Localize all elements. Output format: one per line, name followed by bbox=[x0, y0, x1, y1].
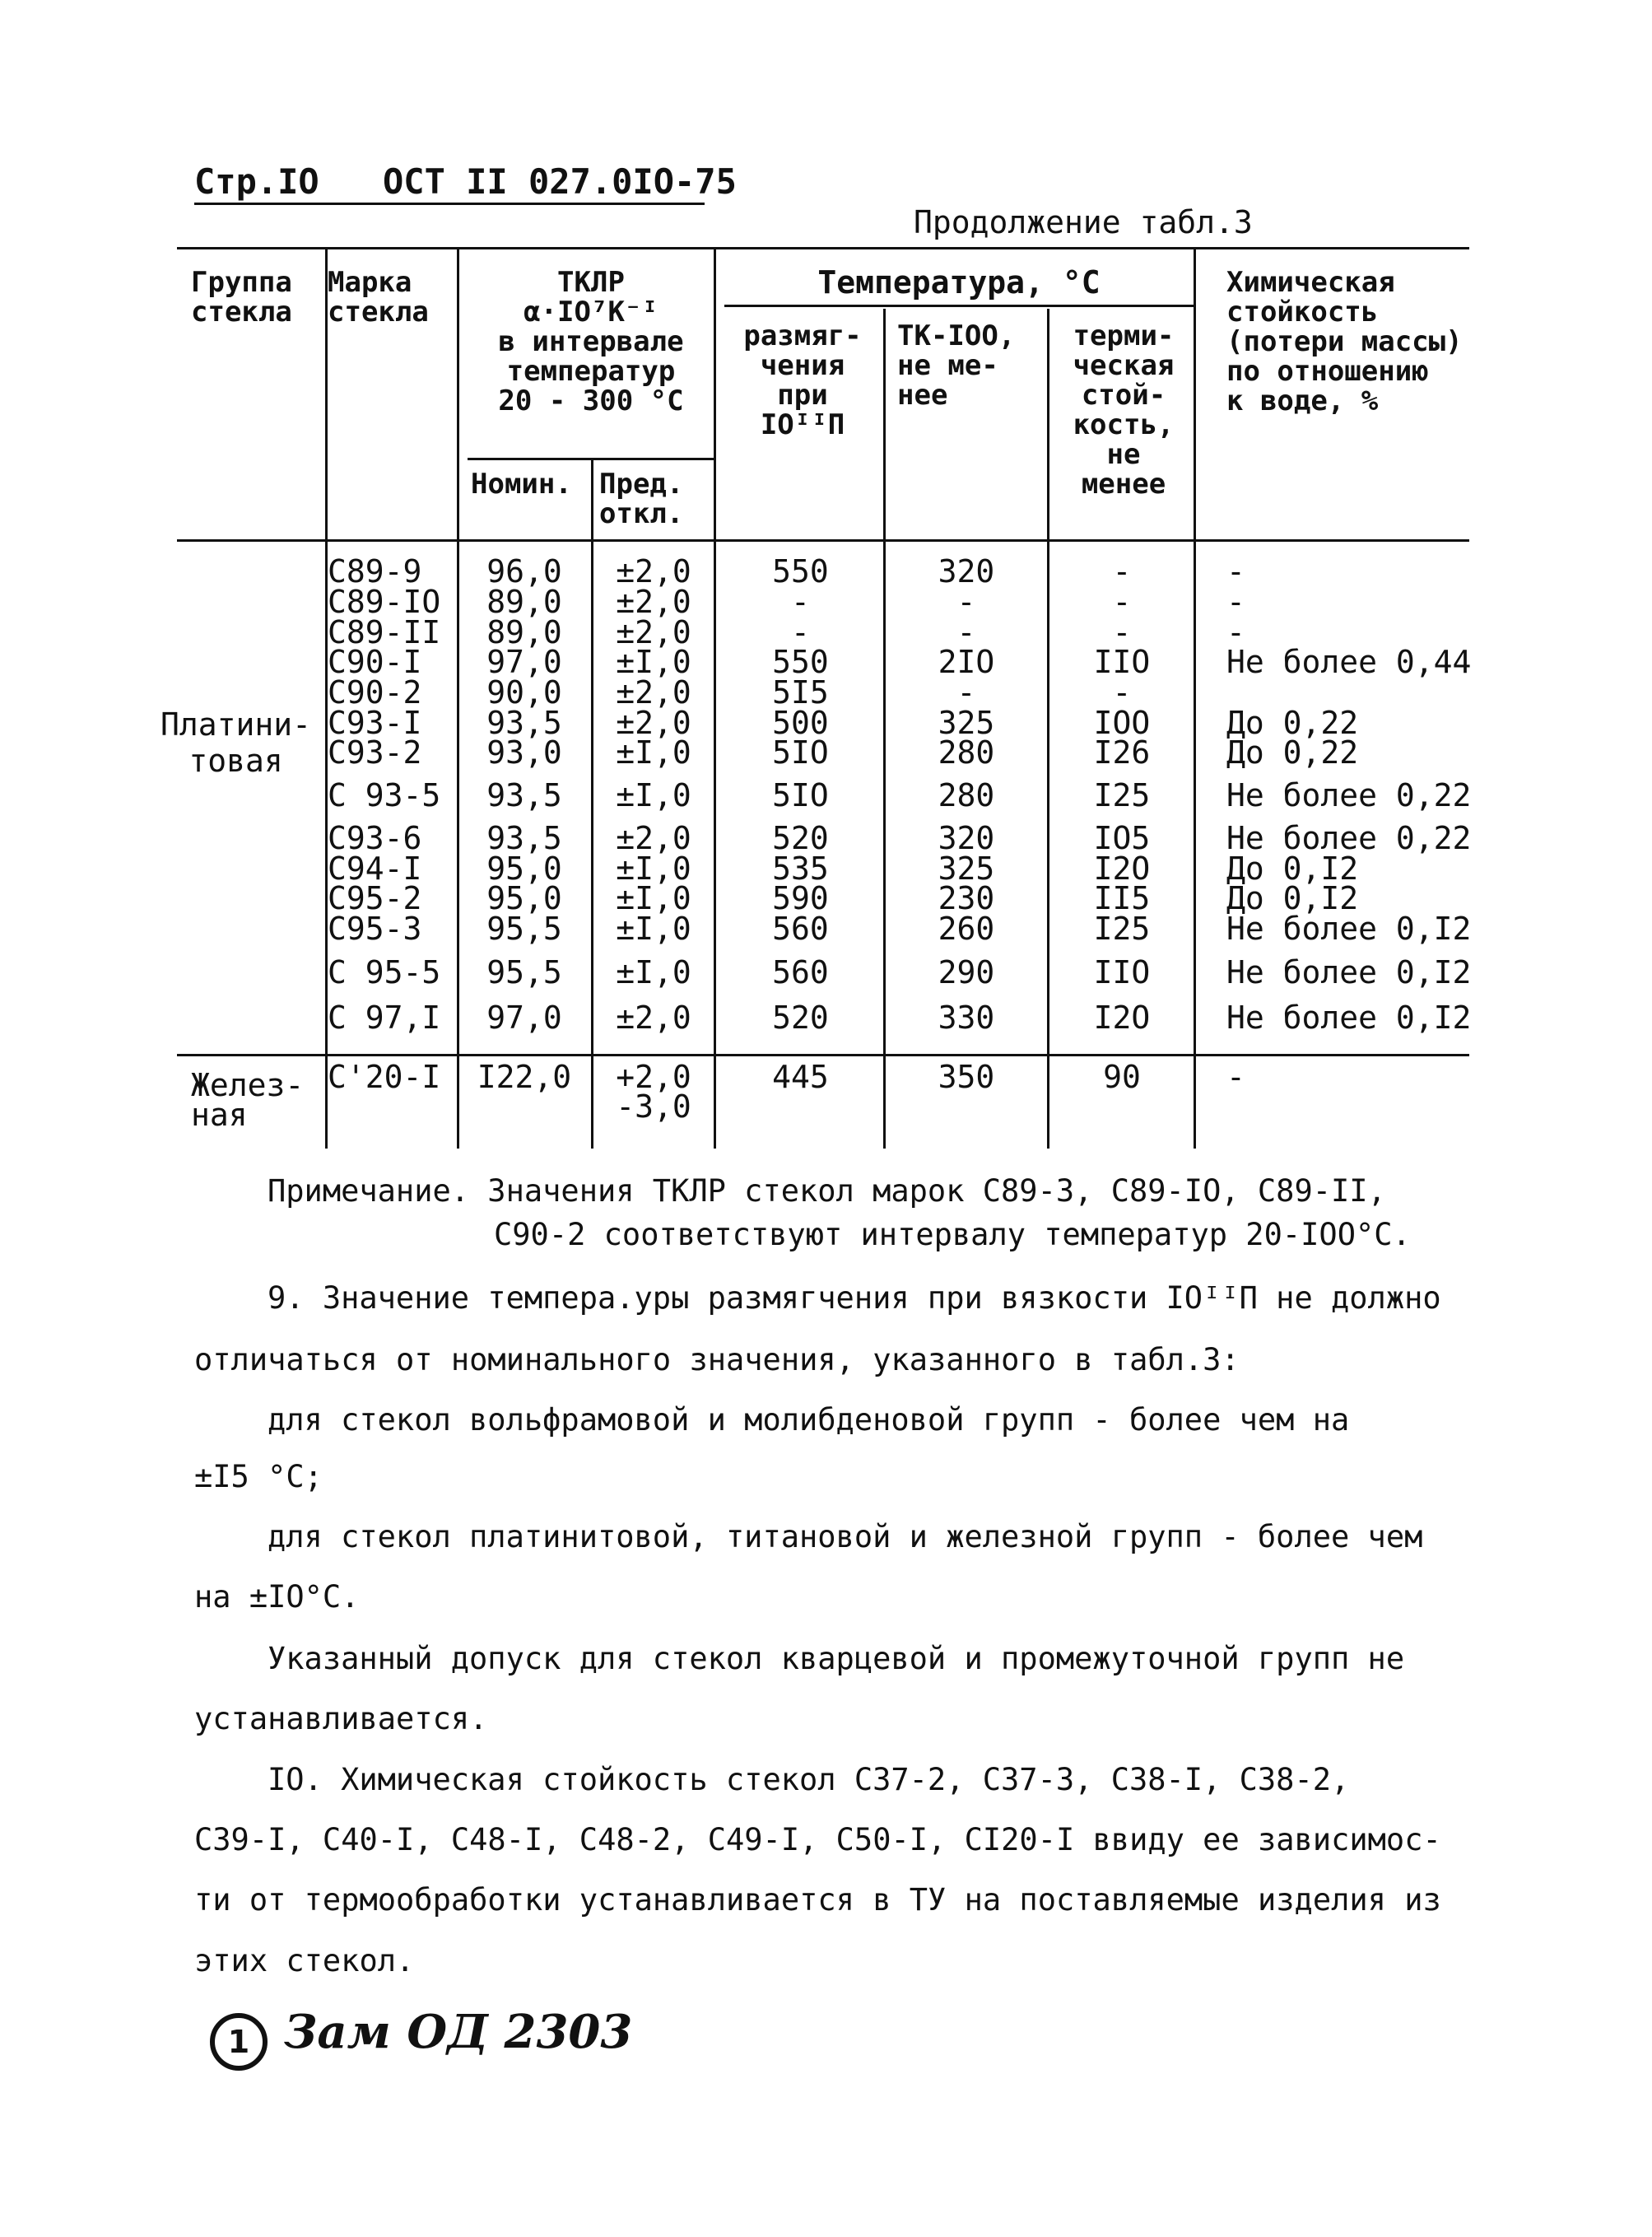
cell-chemical: До 0,22 bbox=[1226, 734, 1359, 771]
cell-chemical: Не более 0,I2 bbox=[1226, 1000, 1472, 1036]
cell-brand: С 95-5 bbox=[328, 954, 441, 990]
cell-thermal: - bbox=[1112, 553, 1132, 590]
cell-nominal: 89,0 bbox=[486, 584, 562, 620]
cell-tk100: 320 bbox=[938, 820, 995, 856]
cell-brand: С89-IO bbox=[328, 584, 441, 620]
cell-chemical: - bbox=[1226, 553, 1245, 590]
paragraph-9-line1: 9. Значение темпера.уры размягчения при вязкости IOᴵᴵП не должно bbox=[268, 1280, 1441, 1316]
cell-brand: С95-2 bbox=[328, 880, 422, 916]
cell-nominal: 95,5 bbox=[486, 954, 562, 990]
cell-softening: 535 bbox=[772, 851, 829, 887]
cell-softening: - bbox=[791, 584, 810, 620]
cell-tk100: - bbox=[956, 614, 976, 650]
cell-softening: 520 bbox=[772, 1000, 829, 1036]
cell-nominal: 93,5 bbox=[486, 705, 562, 741]
cell-chemical: Не более 0,22 bbox=[1226, 820, 1472, 856]
cell-chemical: Не более 0,I2 bbox=[1226, 911, 1472, 947]
cell-brand: С 93-5 bbox=[328, 777, 441, 813]
table-top-rule bbox=[177, 247, 1469, 249]
cell-softening: 500 bbox=[772, 705, 829, 741]
cell-nominal: 93,5 bbox=[486, 777, 562, 813]
cell-thermal: - bbox=[1112, 614, 1132, 650]
cell-brand: С94-I bbox=[328, 851, 422, 887]
cell-brand: С89-II bbox=[328, 614, 441, 650]
paragraph-9-line2: отличаться от номинального значения, указанного в табл.3: bbox=[194, 1342, 1240, 1377]
cell-deviation: +2,0 -3,0 bbox=[616, 1059, 691, 1125]
cell-thermal: - bbox=[1112, 674, 1132, 711]
cell-tk100: 330 bbox=[938, 1000, 995, 1036]
table-header-bottom-rule bbox=[177, 539, 1469, 542]
header-temperature: Температура, °С bbox=[817, 264, 1101, 301]
header-softening: размяг- чения при IOᴵᴵП bbox=[743, 319, 862, 441]
header-tk100: ТК-IOO, не ме- нее bbox=[897, 319, 1016, 412]
cell-chemical: - bbox=[1226, 584, 1245, 620]
cell-softening: 5IO bbox=[772, 777, 829, 813]
cell-deviation: ±2,0 bbox=[616, 705, 691, 741]
cell-softening: 560 bbox=[772, 911, 829, 947]
cell-thermal: 90 bbox=[1103, 1059, 1141, 1095]
group-separator-rule bbox=[177, 1054, 1469, 1056]
cell-softening: - bbox=[791, 614, 810, 650]
cell-tk100: 325 bbox=[938, 851, 995, 887]
cell-deviation: ±2,0 bbox=[616, 584, 691, 620]
cell-deviation: ±I,0 bbox=[616, 734, 691, 771]
cell-deviation: ±2,0 bbox=[616, 674, 691, 711]
cell-nominal: 96,0 bbox=[486, 553, 562, 590]
cell-deviation: ±I,0 bbox=[616, 954, 691, 990]
cell-softening: 560 bbox=[772, 954, 829, 990]
cell-thermal: IIO bbox=[1093, 644, 1151, 680]
cell-thermal: I26 bbox=[1093, 734, 1151, 771]
cell-softening: 5I5 bbox=[772, 674, 829, 711]
table-note-line1: Примечание. Значения ТКЛР стекол марок С89-3, С89-IO, С89-II, bbox=[268, 1173, 1386, 1209]
cell-softening: 590 bbox=[772, 880, 829, 916]
cell-brand: С95-3 bbox=[328, 911, 422, 947]
cell-deviation: ±2,0 bbox=[616, 553, 691, 590]
group-platinite: Платини- товая bbox=[161, 706, 312, 779]
cell-nominal: 89,0 bbox=[486, 614, 562, 650]
cell-thermal: I25 bbox=[1093, 911, 1151, 947]
cell-chemical: До 0,I2 bbox=[1226, 880, 1359, 916]
cell-nominal: 97,0 bbox=[486, 644, 562, 680]
header-chemical: Химическая стойкость (потери массы) по отношению к воде, % bbox=[1226, 266, 1463, 417]
paragraph-10-line3: ти от термообработки устанавливается в ТУ на поставляемые изделия из bbox=[194, 1882, 1441, 1918]
paragraph-10-line2: С39-I, С40-I, С48-I, С48-2, С49-I, С50-I, СI20-I ввиду ее зависимос- bbox=[194, 1822, 1441, 1857]
cell-nominal: 95,5 bbox=[486, 911, 562, 947]
header-underline bbox=[194, 203, 705, 205]
cell-softening: 550 bbox=[772, 553, 829, 590]
paragraph-tolerance-line1: Указанный допуск для стекол кварцевой и промежуточной групп не bbox=[268, 1641, 1405, 1676]
cell-deviation: ±I,0 bbox=[616, 644, 691, 680]
cell-tk100: 325 bbox=[938, 705, 995, 741]
paragraph-9-line5: для стекол платинитовой, титановой и железной групп - более чем bbox=[268, 1519, 1423, 1554]
col-rule-5 bbox=[883, 309, 886, 1149]
cell-tk100: - bbox=[956, 674, 976, 711]
cell-thermal: I2O bbox=[1093, 851, 1151, 887]
cell-nominal: 93,0 bbox=[486, 734, 562, 771]
cell-tk100: 320 bbox=[938, 553, 995, 590]
cell-nominal: 95,0 bbox=[486, 880, 562, 916]
paragraph-9-line3: для стекол вольфрамовой и молибденовой групп - более чем на bbox=[268, 1402, 1350, 1438]
paragraph-9-line6: на ±IO°С. bbox=[194, 1579, 360, 1615]
cell-tk100: 280 bbox=[938, 777, 995, 813]
cell-brand: С'20-I bbox=[328, 1059, 441, 1095]
cell-tk100: 290 bbox=[938, 954, 995, 990]
cell-deviation: ±2,0 bbox=[616, 820, 691, 856]
cell-deviation: ±2,0 bbox=[616, 614, 691, 650]
cell-tk100: 350 bbox=[938, 1059, 995, 1095]
cell-brand: С93-2 bbox=[328, 734, 422, 771]
cell-deviation: ±I,0 bbox=[616, 777, 691, 813]
cell-deviation: ±2,0 bbox=[616, 1000, 691, 1036]
amendment-number-circle: 1 bbox=[210, 2013, 268, 2071]
cell-thermal: IO5 bbox=[1093, 820, 1151, 856]
cell-chemical: - bbox=[1226, 614, 1245, 650]
standard-code: ОСТ II 027.0IO-75 bbox=[383, 161, 737, 202]
cell-chemical: До 0,22 bbox=[1226, 705, 1359, 741]
cell-nominal: 95,0 bbox=[486, 851, 562, 887]
cell-thermal: II5 bbox=[1093, 880, 1151, 916]
cell-nominal: I22,0 bbox=[477, 1059, 572, 1095]
cell-chemical: - bbox=[1226, 1059, 1245, 1095]
col-rule-3 bbox=[591, 458, 593, 1149]
paragraph-9-line4: ±I5 °С; bbox=[194, 1459, 323, 1494]
cell-tk100: 2IO bbox=[938, 644, 995, 680]
cell-tk100: 260 bbox=[938, 911, 995, 947]
cell-deviation: ±I,0 bbox=[616, 851, 691, 887]
cell-chemical: До 0,I2 bbox=[1226, 851, 1359, 887]
cell-tk100: - bbox=[956, 584, 976, 620]
col-rule-6 bbox=[1047, 309, 1049, 1149]
paragraph-10-line4: этих стекол. bbox=[194, 1943, 415, 1978]
cell-softening: 445 bbox=[772, 1059, 829, 1095]
temperature-subheader-rule bbox=[724, 305, 1194, 307]
header-tklr: ТКЛР α·IO⁷K⁻ᴵ в интервале температур 20 - 300 °С bbox=[498, 266, 684, 417]
cell-nominal: 97,0 bbox=[486, 1000, 562, 1036]
table-continuation-label: Продолжение табл.3 bbox=[914, 204, 1253, 240]
cell-brand: С90-I bbox=[328, 644, 422, 680]
cell-softening: 550 bbox=[772, 644, 829, 680]
cell-tk100: 230 bbox=[938, 880, 995, 916]
cell-brand: С90-2 bbox=[328, 674, 422, 711]
header-nominal: Номин. bbox=[471, 468, 572, 501]
cell-thermal: - bbox=[1112, 584, 1132, 620]
cell-softening: 5IO bbox=[772, 734, 829, 771]
table-note-line2: С90-2 соответствуют интервалу температур 20-IOO°С. bbox=[494, 1217, 1411, 1252]
cell-softening: 520 bbox=[772, 820, 829, 856]
header-group: Группа стекла bbox=[191, 266, 292, 329]
cell-thermal: I2O bbox=[1093, 1000, 1151, 1036]
cell-chemical: Не более 0,I2 bbox=[1226, 954, 1472, 990]
cell-deviation: ±I,0 bbox=[616, 880, 691, 916]
cell-brand: С 97,I bbox=[328, 1000, 441, 1036]
cell-brand: С89-9 bbox=[328, 553, 422, 590]
cell-thermal: IOO bbox=[1093, 705, 1151, 741]
cell-thermal: I25 bbox=[1093, 777, 1151, 813]
cell-brand: С93-I bbox=[328, 705, 422, 741]
amendment-handwritten-text: Зам ОД 2303 bbox=[284, 2005, 633, 2059]
header-brand: Марка стекла bbox=[328, 266, 429, 329]
header-thermal: терми- ческая стой- кость, не менее bbox=[1073, 319, 1175, 501]
cell-deviation: ±I,0 bbox=[616, 911, 691, 947]
cell-tk100: 280 bbox=[938, 734, 995, 771]
cell-chemical: Не более 0,44 bbox=[1226, 644, 1472, 680]
cell-nominal: 93,5 bbox=[486, 820, 562, 856]
cell-thermal: IIO bbox=[1093, 954, 1151, 990]
header-deviation: Пред. откл. bbox=[599, 468, 684, 530]
group-iron: Желез- ная bbox=[191, 1067, 305, 1133]
paragraph-10-line1: IO. Химическая стойкость стекол С37-2, С37-3, С38-I, С38-2, bbox=[268, 1762, 1350, 1797]
page-number: Стр.IO bbox=[194, 161, 319, 202]
col-rule-7 bbox=[1194, 247, 1196, 1149]
paragraph-tolerance-line2: устанавливается. bbox=[194, 1701, 488, 1736]
cell-nominal: 90,0 bbox=[486, 674, 562, 711]
cell-chemical: Не более 0,22 bbox=[1226, 777, 1472, 813]
cell-brand: С93-6 bbox=[328, 820, 422, 856]
